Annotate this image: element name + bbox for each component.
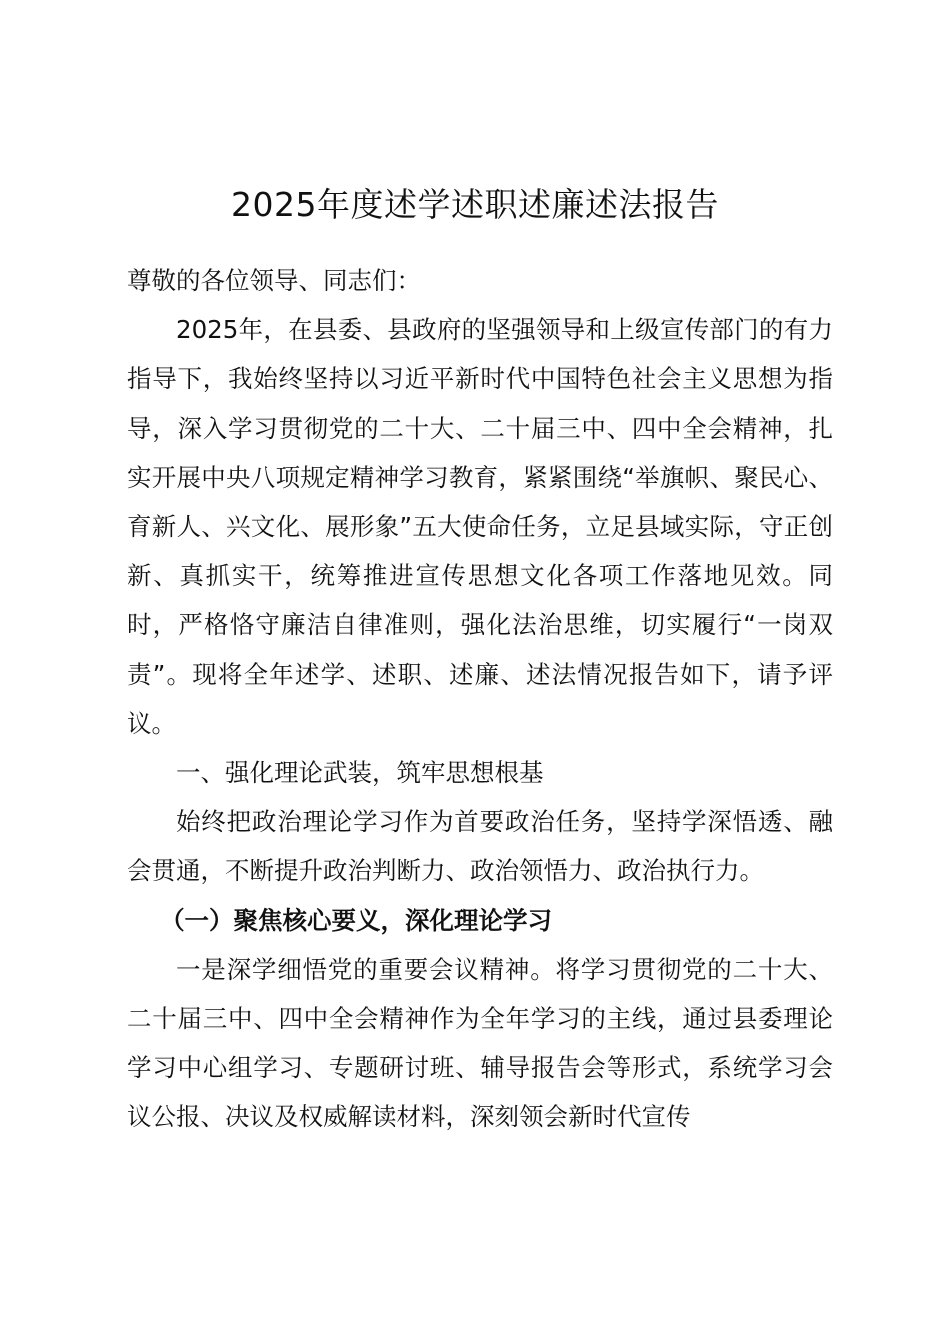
- section-1-paragraph: 始终把政治理论学习作为首要政治任务，坚持学深悟透、融会贯通，不断提升政治判断力、政治领悟力、政治执行力。: [127, 807, 833, 886]
- document-body: [127, 256, 833, 1142]
- intro-paragraph: 2025年，在县委、县政府的坚强领导和上级宣传部门的有力指导下，我始终坚持以习近平新时代中国特色社会主义思想为指导，深入学习贯彻党的二十大、二十届三中、四中全会精神，扎实开展中央八项规定精神学习教育，紧紧围绕“举旗帜、聚民心、育新人、兴文化、展形象”五大使命任务，立足县域实际，守正创新、真抓实干，统筹推进宣传思想文化各项工作落地见效。同时，严格恪守廉洁自律准则，强化法治思维，切实履行“一岗双责”。现将全年述学、述职、述廉、述法情况报告如下，请予评议。: [127, 315, 833, 738]
- subsection-heading-1: （一）聚焦核心要义，深化理论学习: [160, 905, 553, 935]
- salutation: 尊敬的各位领导、同志们：: [127, 266, 421, 295]
- document-title: 2025年度述学述职述廉述法报告: [231, 185, 719, 224]
- section-heading-1: 一、强化理论武装，筑牢思想根基: [176, 758, 544, 788]
- subsection-1-paragraph: 一是深学细悟党的重要会议精神。将学习贯彻党的二十大、二十届三中、四中全会精神作为全年学习的主线，通过县委理论学习中心组学习、专题研讨班、辅导报告会等形式，系统学习会议公报、决议及权威解读材料，深刻领会新时代宣传: [127, 954, 833, 1132]
